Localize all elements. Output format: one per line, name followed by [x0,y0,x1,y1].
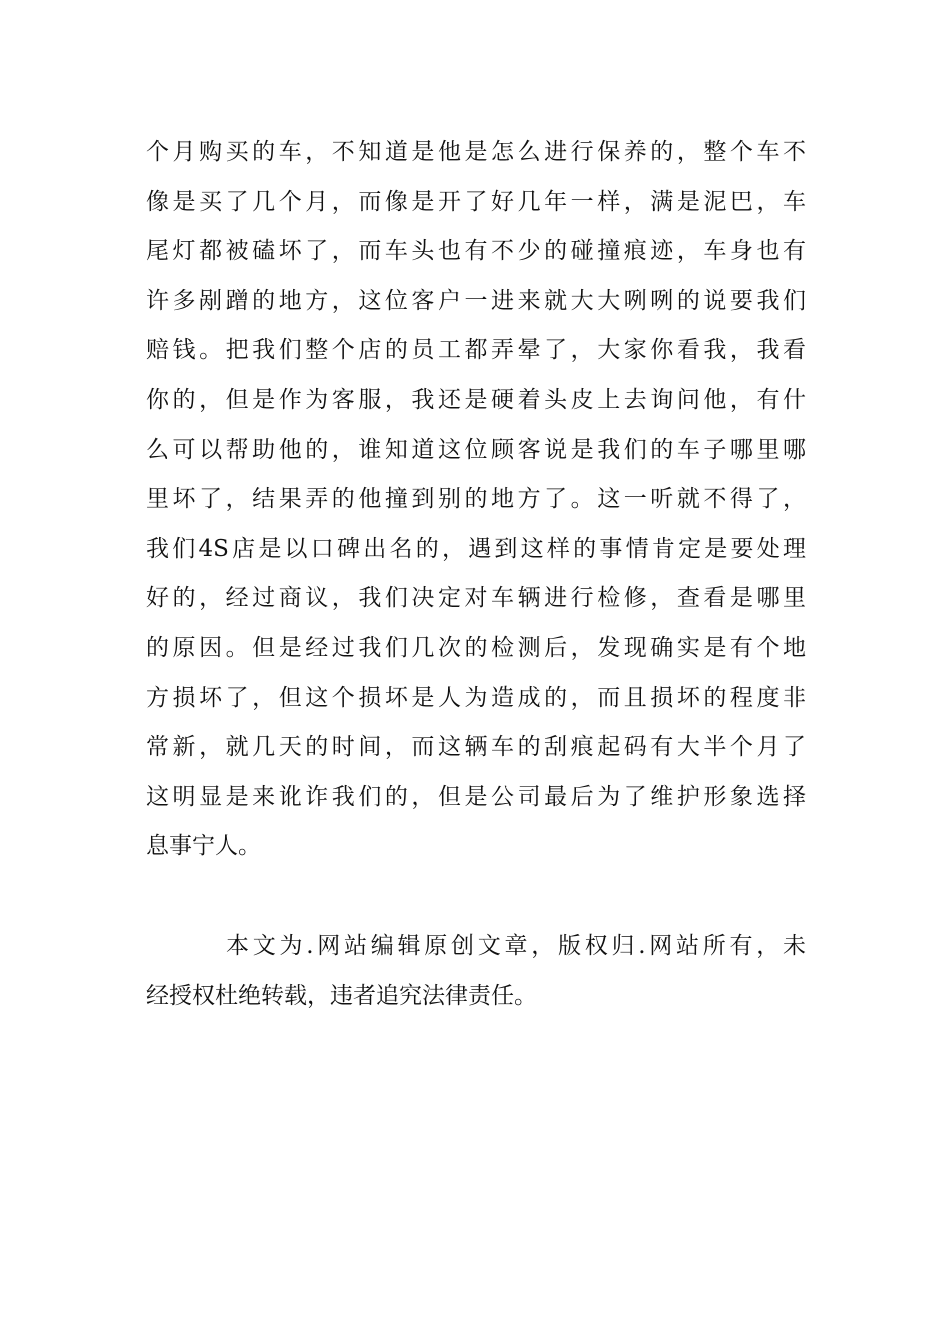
body-line-3: 尾灯都被磕坏了，而车头也有不少的碰撞痕迹，车身也有 [146,238,806,265]
body-line-7: 么可以帮助他的，谁知道这位顾客说是我们的车子哪里哪 [146,436,806,463]
body-line-14: 这明显是来讹诈我们的，但是公司最后为了维护形象选择 [146,783,806,810]
body-line-11: 的原因。但是经过我们几次的检测后，发现确实是有个地 [146,634,806,661]
article-body [146,128,806,872]
body-line-5: 赔钱。把我们整个店的员工都弄晕了，大家你看我，我看 [146,337,806,364]
body-line-8: 里坏了，结果弄的他撞到别的地方了。这一听就不得了， [146,486,806,513]
body-line-2: 像是买了几个月，而像是开了好几年一样，满是泥巴，车 [146,188,806,215]
body-line-12: 方损坏了，但这个损坏是人为造成的，而且损坏的程度非 [146,684,806,711]
body-line-6: 你的，但是作为客服，我还是硬着头皮上去询问他，有什 [146,386,806,413]
body-line-10: 好的，经过商议，我们决定对车辆进行检修，查看是哪里 [146,585,806,612]
body-line-4: 许多剐蹭的地方，这位客户一进来就大大咧咧的说要我们 [146,287,806,314]
body-line-1: 个月购买的车，不知道是他是怎么进行保养的，整个车不 [146,139,806,165]
body-line-13: 常新，就几天的时间，而这辆车的刮痕起码有大半个月了 [146,734,806,761]
copyright-notice [146,922,806,1021]
copyright-line-2: 经授权杜绝转载，违者追究法律责任。 [146,982,537,1009]
body-line-15: 息事宁人。 [146,833,261,860]
copyright-line-1: 本文为.网站编辑原创文章，版权归.网站所有，未 [226,933,806,959]
body-line-9: 我们4S店是以口碑出名的，遇到这样的事情肯定是要处理 [146,535,806,562]
